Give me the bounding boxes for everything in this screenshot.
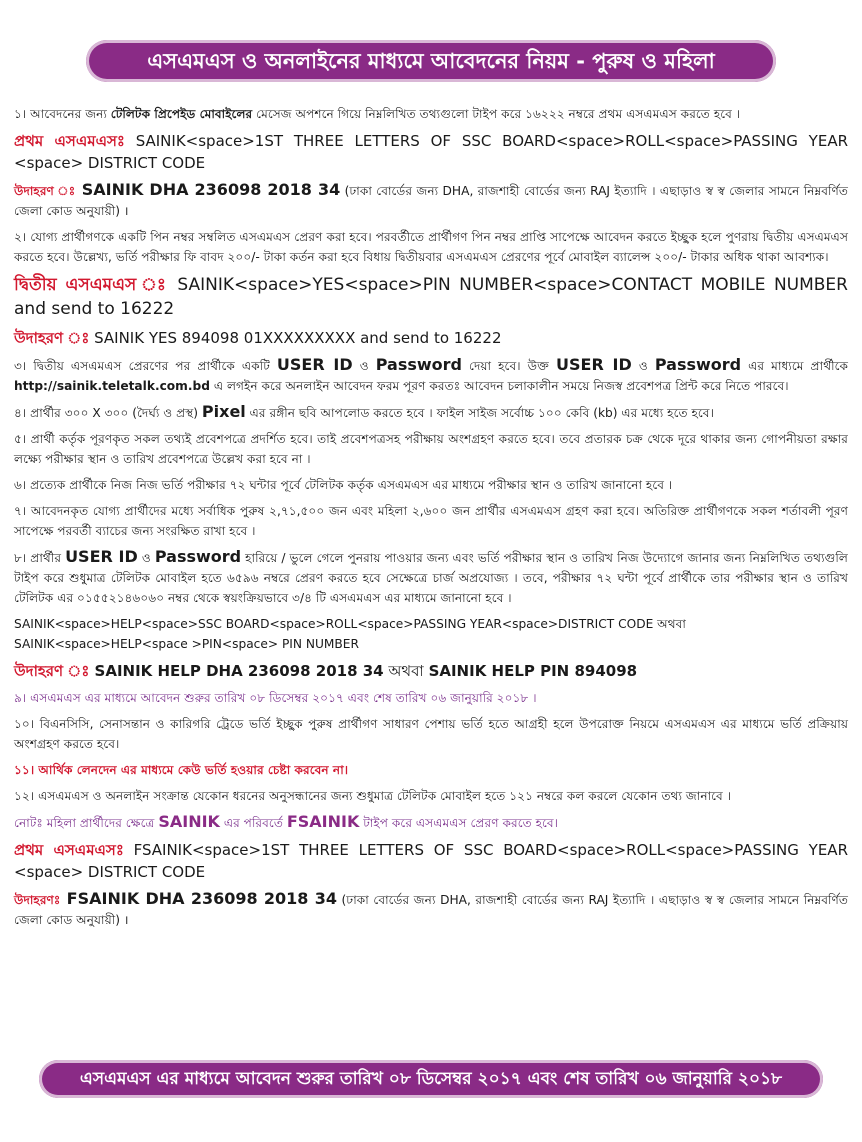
instructions-body: [14, 104, 848, 936]
example-3: উদাহরণ ঃ SAINIK HELP DHA 236098 2018 34 অথবা SAINIK HELP PIN 894098: [14, 662, 638, 680]
step-3: ৩। দ্বিতীয় এসএমএস প্রেরণের পর প্রার্থীকে একটি USER ID ও Password দেয়া হবে। উক্ত USER ID ও Password এর মাধ্যমে প্রার্থীকে http://sainik.teletalk.com.bd এ লগইন করে অনলাইন আবেদন ফরম পূরণ করতঃ আবেদন চলাকালীন সময়ে নিজস্ব প্রবেশপত্র প্রিন্ট করে নিতে পারবে।: [14, 355, 848, 393]
step-10: ১০। বিএনসিসি, সেনাসন্তান ও কারিগরি ট্রেডে ভর্তি ইচ্ছুক পুরুষ প্রার্থীগণ সাধারণ পেশায় ভর্তি হতে আগ্রহী হলে উপরোক্ত নিয়মে এসএমএস এর মাধ্যমে ভর্তি প্রক্রিয়ায় অংশগ্রহণ করতে হবে।: [14, 717, 848, 751]
step-11-warning: ১১। আর্থিক লেনদেন এর মাধ্যমে কেউ ভর্তি হওয়ার চেষ্টা করবেন না।: [14, 763, 349, 777]
step-5: ৫। প্রার্থী কর্তৃক পূরণকৃত সকল তথ্যই প্রবেশপত্রে প্রদর্শিত হবে। তাই প্রবেশপত্রসহ পরীক্ষায় অংশগ্রহণ করতে হবে। তবে প্রতারক চক্র থেকে দূরে থাকার জন্য গোপনীয়তা রক্ষার লক্ষ্যে পরীক্ষার স্থান ও তারিখ প্রবেশপত্রে উল্লেখ করা হবে না ।: [14, 432, 848, 466]
step-8: ৮। প্রার্থীর USER ID ও Password হারিয়ে / ভুলে গেলে পুনরায় পাওয়ার জন্য এবং ভর্তি পরীক্ষার স্থান ও তারিখ নিজ উদ্যোগে জানার জন্য নিম্নলিখিত তথ্যগুলি টাইপ করে শুধুমাত্র টেলিটক মোবাইল হতে ৬৫৯৬ নম্বরে প্রেরণ করতে হবে সেক্ষেত্রে চার্জ অপ্রযোজ্য । তবে, পরীক্ষার ৭২ ঘন্টা পূর্বে প্রার্থীকে তার পরীক্ষার স্থান ও তারিখ টেলিটক এর ০১৫৫২১৪৬০৬০ নম্বর থেকে স্বয়ংক্রিয়ভাবে ৩/৪ টি এসএমএস এর মাধ্যমে জানানো হবে ।: [14, 547, 848, 605]
example-2: উদাহরণ ঃ SAINIK YES 894098 01XXXXXXXXX and send to 16222: [14, 329, 502, 347]
page-title-banner: এসএমএস ও অনলাইনের মাধ্যমে আবেদনের নিয়ম - পুরুষ ও মহিলা: [86, 40, 776, 82]
application-date-banner: এসএমএস এর মাধ্যমে আবেদন শুরুর তারিখ ০৮ ডিসেম্বর ২০১৭ এবং শেষ তারিখ ০৬ জানুয়ারি ২০১৮: [39, 1060, 823, 1098]
step-9: ৯। এসএমএস এর মাধ্যমে আবেদন শুরুর তারিখ ০৮ ডিসেম্বর ২০১৭ এবং শেষ তারিখ ০৬ জানুয়ারি ২০১৮ ।: [14, 691, 537, 705]
step-1: ১। আবেদনের জন্য টেলিটক প্রিপেইড মোবাইলের মেসেজ অপশনে গিয়ে নিম্নলিখিত তথ্যগুলো টাইপ করে ১৬২২২ নম্বরে প্রথম এসএমএস করতে হবে ।: [14, 107, 741, 121]
step-6: ৬। প্রত্যেক প্রার্থীকে নিজ নিজ ভর্তি পরীক্ষার ৭২ ঘন্টার পূর্বে টেলিটক কর্তৃক এসএমএস এর মাধ্যমে পরীক্ষার স্থান ও তারিখ জানানো হবে ।: [14, 478, 673, 492]
female-first-sms-format: প্রথম এসএমএসঃ FSAINIK<space>1ST THREE LETTERS OF SSC BOARD<space>ROLL<space>PASSING YEAR <space> DISTRICT CODE: [14, 841, 848, 881]
step-7: ৭। আবেদনকৃত যোগ্য প্রার্থীদের মধ্যে সর্বাধিক পুরুষ ২,৭১,৫০০ জন এবং মহিলা ২,৬০০ জন প্রার্থীর এসএমএস গ্রহণ করা হবে। অতিরিক্ত প্রার্থীগণকে সকল শর্তাবলী পূরণ সাপেক্ষে পরবর্তী ব্যাচের জন্য সংরক্ষিত রাখা হবে ।: [14, 504, 848, 538]
example-4: উদাহরণঃ FSAINIK DHA 236098 2018 34 (ঢাকা বোর্ডের জন্য DHA, রাজশাহী বোর্ডের জন্য RAJ ইত্যাদি । এছাড়াও স্ব স্ব জেলার সামনে নিম্নবর্ণিত জেলা কোড অনুযায়ী) ।: [14, 889, 849, 927]
first-sms-format: প্রথম এসএমএসঃ SAINIK<space>1ST THREE LETTERS OF SSC BOARD<space>ROLL<space>PASSING YEAR <space> DISTRICT CODE: [14, 132, 848, 172]
female-note: নোটঃ মহিলা প্রার্থীদের ক্ষেত্রে SAINIK এর পরিবর্তে FSAINIK টাইপ করে এসএমএস প্রেরণ করতে হবে।: [14, 812, 559, 831]
step-2: ২। যোগ্য প্রার্থীগণকে একটি পিন নম্বর সম্বলিত এসএমএস প্রেরণ করা হবে। পরবর্তীতে প্রার্থীগণ পিন নম্বর প্রাপ্তি সাপেক্ষে আবেদন করতে ইচ্ছুক হলে পুণরায় দ্বিতীয় এসএমএস করতে হবে। উল্লেখ্য, ভর্তি পরীক্ষার ফি বাবদ ২০০/- টাকা কর্তন করা হবে বিধায় দ্বিতীয়বার এসএমএস প্রেরণের পূর্বে মোবাইল ব্যালেন্স ২০০/- টাকার অধিক থাকা আবশ্যক।: [14, 230, 848, 264]
step-4: ৪। প্রার্থীর ৩০০ X ৩০০ (দৈর্ঘ্য ও প্রস্থ) Pixel এর রঙ্গীন ছবি আপলোড করতে হবে । ফাইল সাইজ সর্বোচ্চ ১০০ কেবি (kb) এর মধ্যে হতে হবে।: [14, 402, 714, 421]
help-sms-format: SAINIK<space>HELP<space>SSC BOARD<space>ROLL<space>PASSING YEAR<space>DISTRICT CODE অথবা SAINIK<space>HELP<space >PIN<space> PIN NUMBER: [14, 617, 686, 651]
step-12: ১২। এসএমএস ও অনলাইন সংক্রান্ত যেকোন ধরনের অনুসন্ধানের জন্য শুধুমাত্র টেলিটক মোবাইল হতে ১২১ নম্বরে কল করলে যেকোন তথ্য জানাবে ।: [14, 789, 732, 803]
example-1: উদাহরণ ঃ SAINIK DHA 236098 2018 34 (ঢাকা বোর্ডের জন্য DHA, রাজশাহী বোর্ডের জন্য RAJ ইত্যাদি । এছাড়াও স্ব স্ব জেলার সামনে নিম্নবর্ণিত জেলা কোড অনুযায়ী) ।: [14, 180, 848, 218]
portal-url[interactable]: http://sainik.teletalk.com.bd: [14, 379, 210, 393]
second-sms-format: দ্বিতীয় এসএমএস ঃ SAINIK<space>YES<space>PIN NUMBER<space>CONTACT MOBILE NUMBER and send to 16222: [14, 275, 848, 319]
